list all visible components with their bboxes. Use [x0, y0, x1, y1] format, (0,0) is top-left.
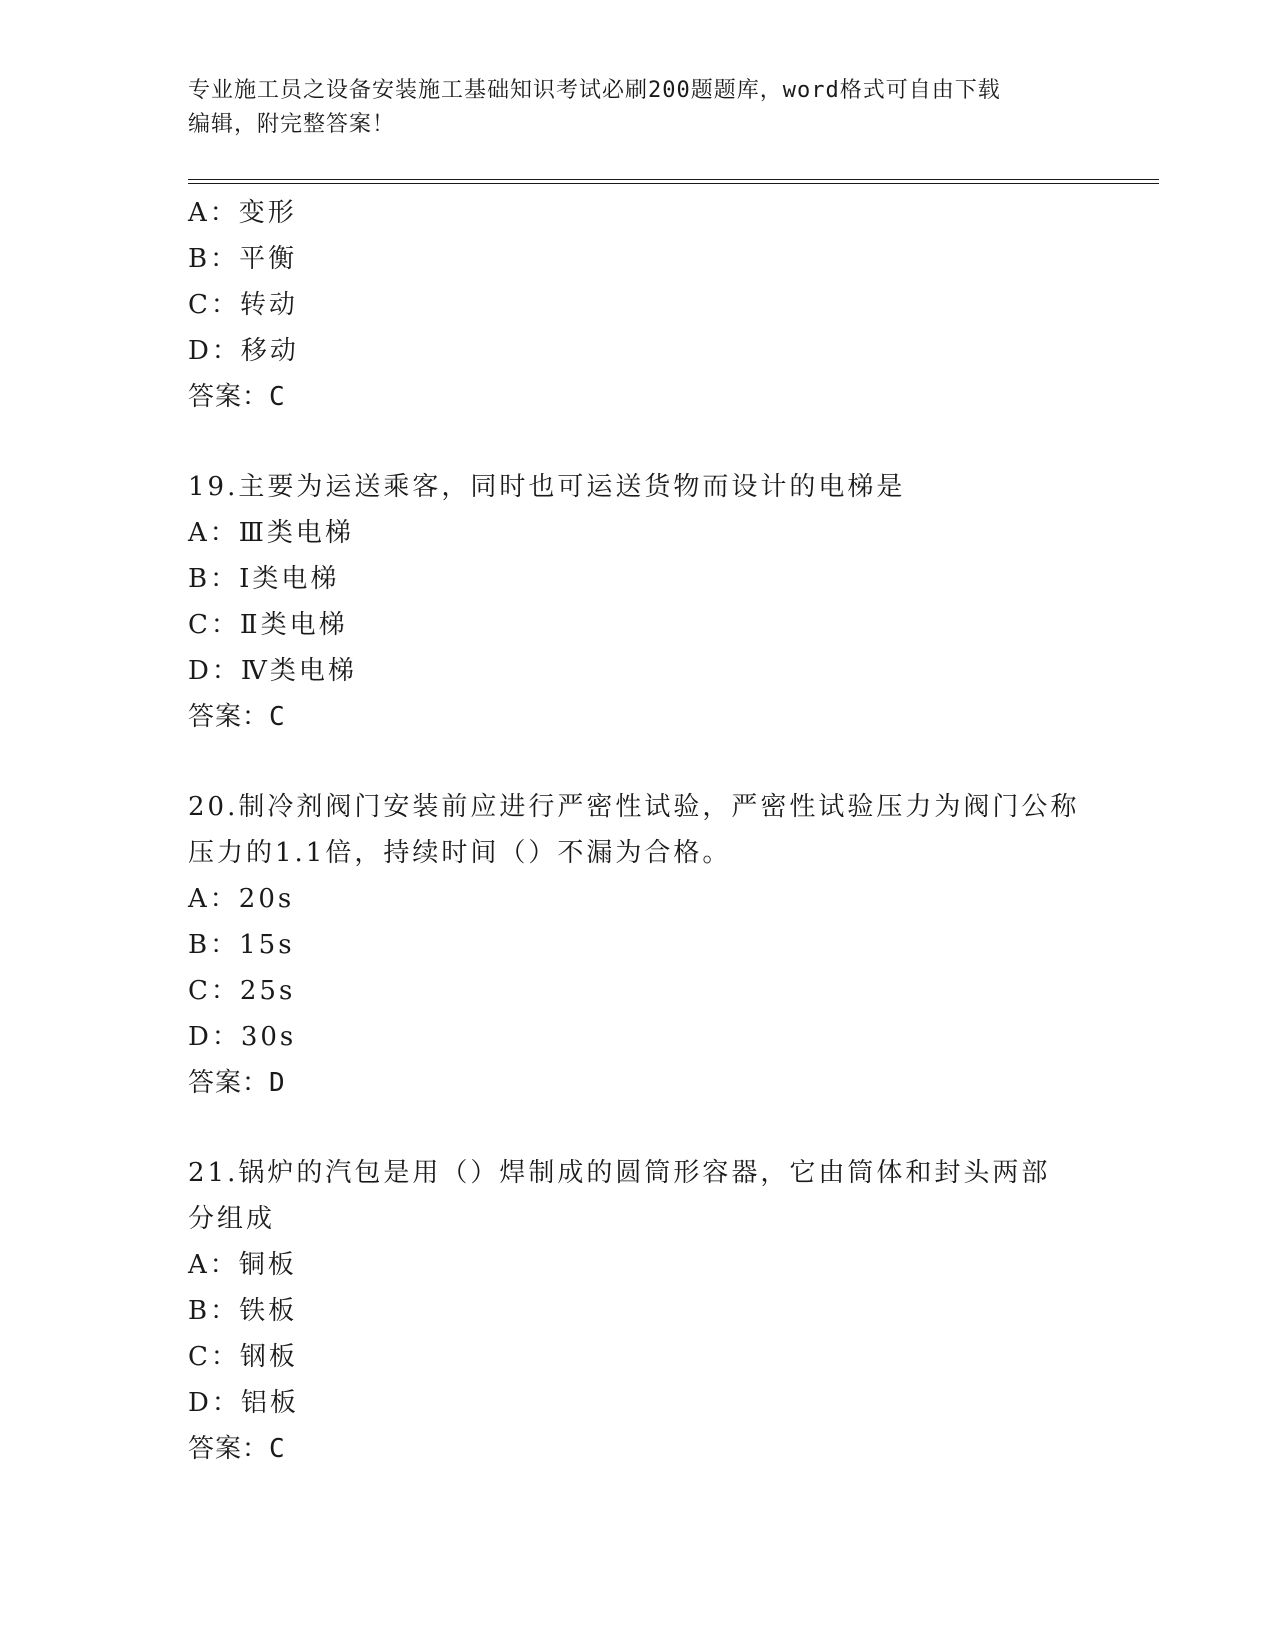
answer-line: 答案：C [188, 702, 286, 732]
question-text-line-1: 20.制冷剂阀门安装前应进行严密性试验，严密性试验压力为阀门公称 [188, 792, 1080, 822]
option-a: A：Ⅲ类电梯 [188, 518, 354, 548]
option-d: D：铝板 [188, 1388, 299, 1418]
option-d: D：移动 [188, 336, 299, 366]
question-text-line-2: 分组成 [188, 1204, 276, 1234]
question-text-line-2: 压力的1.1倍，持续时间（）不漏为合格。 [188, 838, 732, 868]
option-d: D：30s [188, 1022, 297, 1052]
header-line-1: 专业施工员之设备安装施工基础知识考试必刷200题题库，word格式可自由下载 [188, 78, 1001, 103]
option-c: C：钢板 [188, 1342, 298, 1372]
option-a: A：20s [188, 884, 295, 914]
header-divider [188, 179, 1159, 184]
option-b: B：15s [188, 930, 295, 960]
answer-line: 答案：D [188, 1068, 286, 1098]
option-b: B：铁板 [188, 1296, 298, 1326]
answer-line: 答案：C [188, 382, 286, 412]
question-text-line-1: 21.锅炉的汽包是用（）焊制成的圆筒形容器，它由筒体和封头两部 [188, 1158, 1051, 1188]
option-c: C：转动 [188, 290, 298, 320]
question-text: 19.主要为运送乘客，同时也可运送货物而设计的电梯是 [188, 472, 906, 502]
option-c: C：Ⅱ类电梯 [188, 610, 348, 640]
option-d: D：Ⅳ类电梯 [188, 656, 357, 686]
question-block-20 [188, 784, 1088, 1106]
question-block-19 [188, 464, 1088, 740]
answer-line: 答案：C [188, 1434, 286, 1464]
option-c: C：25s [188, 976, 296, 1006]
option-a: A：铜板 [188, 1250, 297, 1280]
option-a: A：变形 [188, 198, 297, 228]
question-list [188, 190, 1088, 1472]
question-block-21 [188, 1150, 1088, 1472]
question-block-18 [188, 190, 1088, 420]
option-b: B：平衡 [188, 244, 298, 274]
header-line-2: 编辑，附完整答案！ [188, 112, 396, 137]
document-header [188, 74, 1078, 142]
option-b: B：Ⅰ类电梯 [188, 564, 340, 594]
